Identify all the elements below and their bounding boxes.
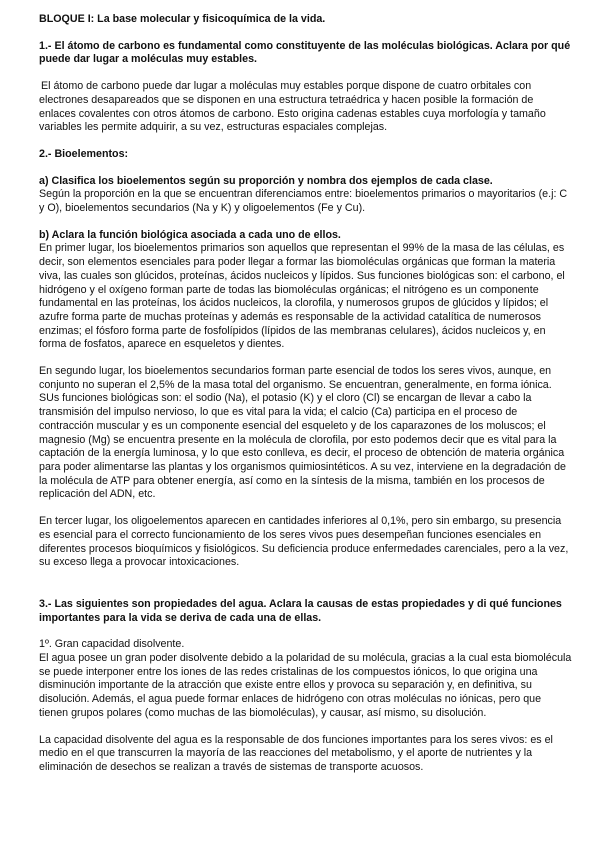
question-3-heading: 3.- Las siguientes son propiedades del agua. Aclara la causas de estas propiedades y di qué funciones importantes para la vida se deriva de cada una de ellas. [39, 597, 562, 624]
question-2a-answer: Según la proporción en la que se encuentran diferenciamos entre: bioelementos primarios o mayoritarios (e.j: C y O), bioelementos secundarios (Na y K) y oligoelementos (Fe y Cu). [39, 188, 568, 215]
question-2b-heading: b) Aclara la función biológica asociada a cada uno de ellos. [39, 228, 341, 241]
question-2b-paragraph-1: En primer lugar, los bioelementos primarios son aquellos que representan el 99% de la masa de las células, es decir, son elementos esenciales para poder llegar a formar las biomoléculas orgánicas que forman la materia viva, las cuales son glúcidos, proteínas, ácidos nucleicos y lípidos. Sus funciones biológicas son: el carbono, el hidrógeno y el oxígeno forman parte de todas las biomoléculas orgánicas; el nitrógeno es un componente fundamental en las proteínas, los ácidos nucleicos, la clorofila, y numerosos grupos de glúcidos y lípidos; el azufre forma parte de muchas proteínas y además es responsable de la actividad catalítica de numerosos enzimas; el fósforo forma parte de fosfolípidos (lípidos de las membranas celulares), ácidos nucleicos y, en forma de fosfatos, aparece en esqueletos y dientes. [39, 242, 565, 351]
question-1-answer: El átomo de carbono puede dar lugar a moléculas muy estables porque dispone de cuatro orbitales con electrones desapareados que se disponen en una estructura tetraédrica y hacen posible la formación de enlaces covalentes con otros átomos de carbono. Esto origina cadenas estables cuya morfología y tamaño variables les permite adquirir, a su vez, estructuras espaciales complejas. [39, 80, 546, 134]
question-2b-paragraph-3: En tercer lugar, los oligoelementos aparecen en cantidades inferiores al 0,1%, pero sin embargo, su presencia es esencial para el correcto funcionamiento de los seres vivos pues desempeñan funciones esenciales en diferentes procesos bioquímicos y fisiológicos. Su deficiencia produce enfermedades carenciales, pero a la vez, su exceso llega a provocar intoxicaciones. [39, 515, 569, 569]
document-title: BLOQUE I: La base molecular y fisicoquímica de la vida. [39, 13, 326, 25]
question-3-subheading-1: 1º. Gran capacidad disolvente. [39, 638, 185, 651]
question-2b-paragraph-2: En segundo lugar, los bioelementos secundarios forman parte esencial de todos los seres vivos, aunque, en conjunto no superan el 2,5% de la masa total del organismo. Se encuentran, generalmente, en forma iónica. SUs funciones biológicas son: el sodio (Na), el potasio (K) y el cloro (Cl) se encargan de llevar a cabo la transmisión del impulso nervioso, lo que es vital para la vida; el calcio (Ca) participa en el proceso de contracción muscular y es un componente esencial del esqueleto y de los caparazones de los moluscos; el magnesio (Mg) se encuentra presente en la molécula de clorofila, por esto podemos decir que es vital para la captación de la energía luminosa, y lo que esto conlleva, es decir, el proceso de obtención de materia orgánica para poder alimentarse las plantas y los organismos quimiosintéticos. A su vez, interviene en la degradación de la molécula de ATP para obtener energía, así como en la síntesis de la misma, también en los procesos de replicación del ADN, etc. [39, 365, 566, 501]
question-3-paragraph-2: La capacidad disolvente del agua es la responsable de dos funciones importantes para los seres vivos: es el medio en el que transcurren la mayoría de las reacciones del metabolismo, y el aporte de nutrientes y la eliminación de desechos se realizan a través de sistemas de transporte acuosos. [39, 733, 553, 773]
question-2-heading: 2.- Bioelementos: [39, 147, 129, 160]
question-3-paragraph-1: El agua posee un gran poder disolvente debido a la polaridad de su molécula, gracias a la cual esta biomolécula se puede interponer entre los iones de las redes cristalinas de los compuestos iónicos, lo que origina una disminución importante de la atracción que existe entre ellos y provoca su separación y, en definitiva, su disolución. Además, el agua puede formar enlaces de hidrógeno con otras moléculas no iónicas, pero que tienen grupos polares (como muchas de las biomoléculas), y causar, así mismo, su disolución. [39, 652, 572, 719]
question-2a-heading: a) Clasifica los bioelementos según su proporción y nombra dos ejemplos de cada clase. [39, 174, 493, 187]
question-1-heading: 1.- El átomo de carbono es fundamental como constituyente de las moléculas biológicas. Aclara por qué puede dar lugar a moléculas muy estables. [39, 39, 571, 66]
